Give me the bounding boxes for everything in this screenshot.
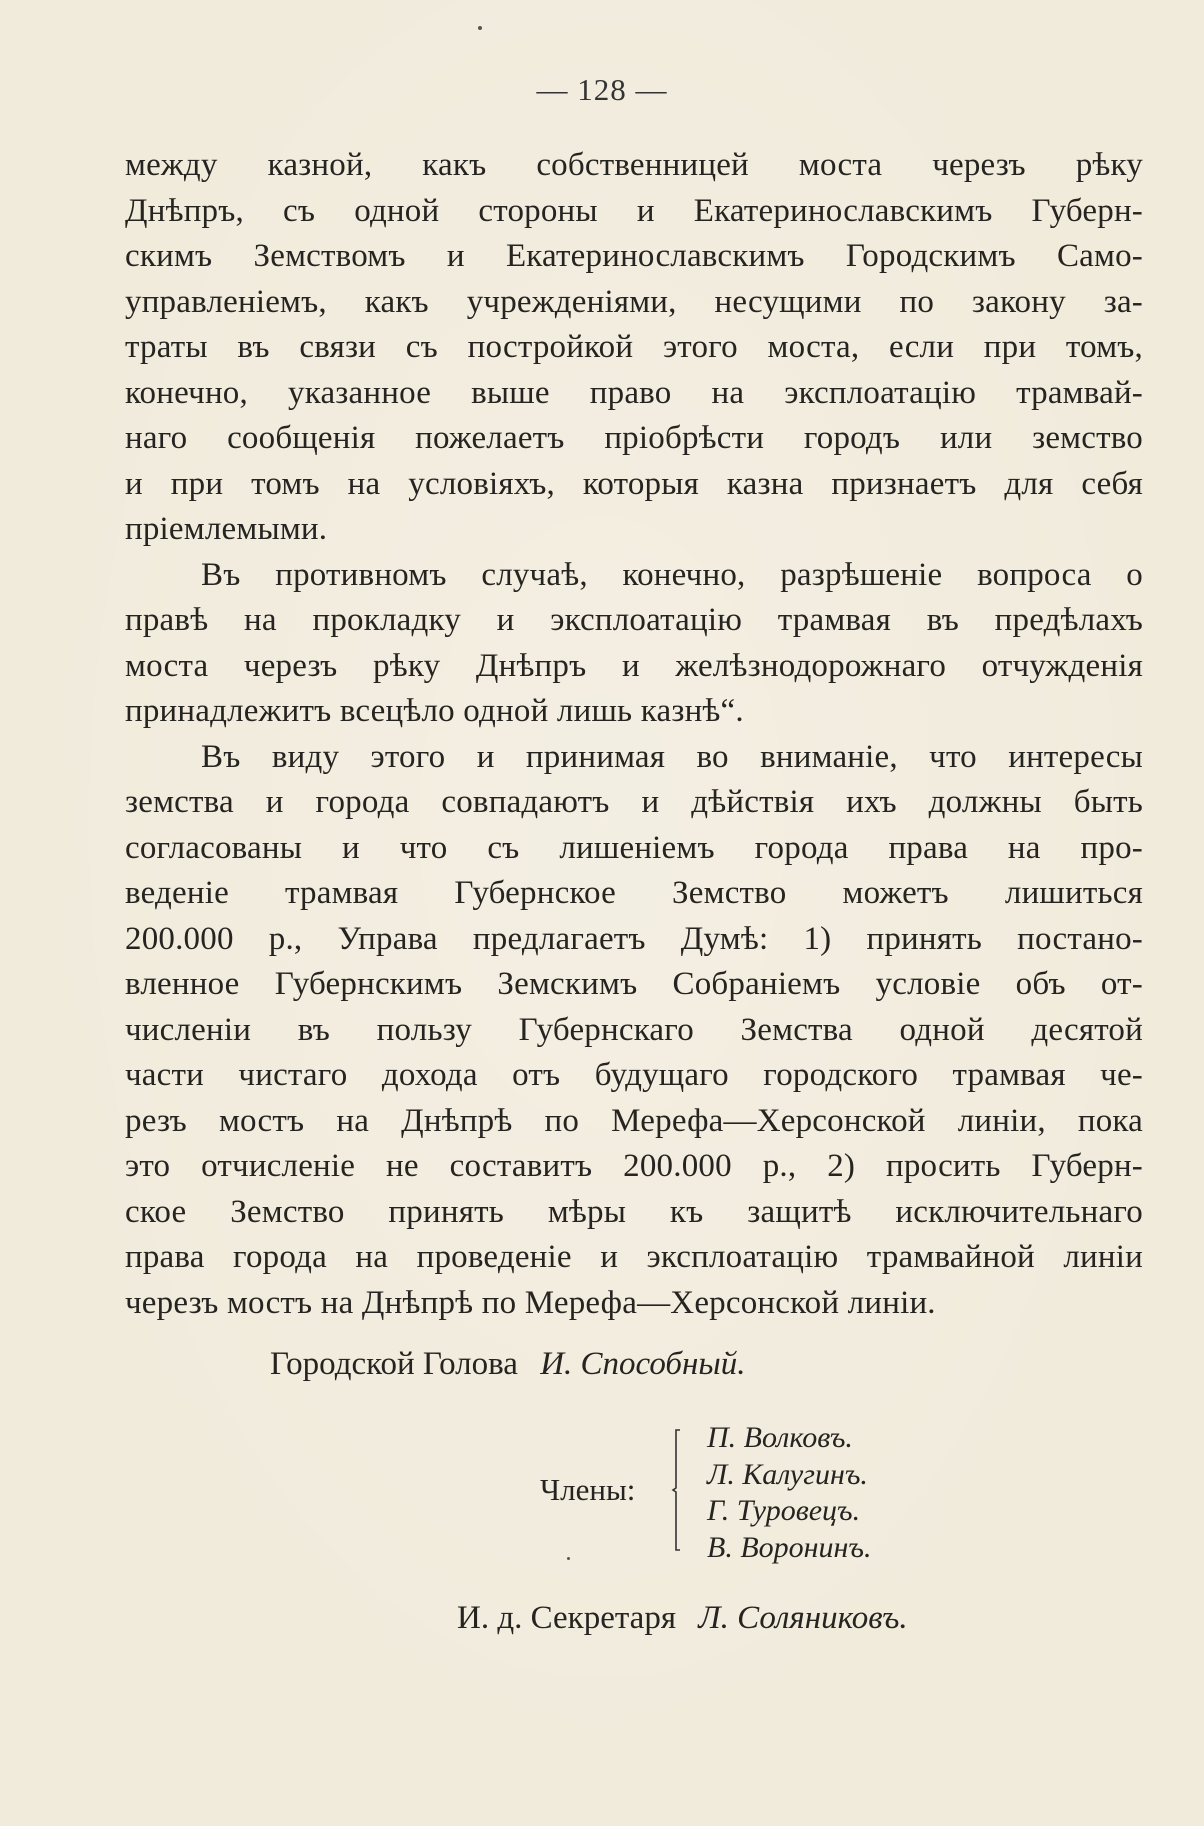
- text-line: пріемлемыми.: [125, 511, 328, 547]
- text-line: траты въ связи съ постройкой этого моста, если при томъ,: [125, 329, 1143, 365]
- text-line: и при томъ на условіяхъ, которыя казна признаетъ для себя: [125, 465, 1143, 502]
- text-line: согласованы и что съ лишеніемъ города права на про-: [125, 829, 1143, 866]
- text-line: принадлежитъ всецѣло одной лишь казнѣ“.: [125, 693, 744, 729]
- paragraph-1: [125, 143, 1143, 553]
- members-label: Члены:: [540, 1472, 636, 1507]
- secretary-signature: [457, 1598, 908, 1638]
- text-line: между казной, какъ собственницей моста черезъ рѣку: [125, 147, 1143, 183]
- member-name: Л. Калугинъ.: [707, 1457, 868, 1491]
- text-line: Днѣпръ, съ одной стороны и Екатеринославскимъ Губерн-: [125, 192, 1143, 229]
- paragraph-3: [125, 735, 1143, 1327]
- page-number: — 128 —: [536, 72, 668, 107]
- members-list: [707, 1420, 872, 1566]
- head-title: Городской Голова: [270, 1346, 518, 1382]
- text-line: наго сообщенія пожелаетъ пріобрѣсти городъ или земство: [125, 420, 1143, 456]
- text-line: это отчисленіе не составитъ 200.000 р., 2) просить Губерн-: [125, 1148, 1143, 1184]
- text-line: земства и города совпадаютъ и дѣйствія ихъ должны быть: [125, 784, 1143, 820]
- head-signature: [270, 1344, 746, 1384]
- text-line: резъ мостъ на Днѣпрѣ по Мерефа—Херсонской линіи, пока: [125, 1102, 1143, 1139]
- members-brace: [671, 1428, 683, 1552]
- print-speck: [478, 26, 482, 30]
- member-name: Г. Туровецъ.: [707, 1494, 861, 1527]
- print-speck: [567, 1557, 570, 1560]
- text-line: веденіе трамвая Губернское Земство можетъ лишиться: [125, 875, 1143, 911]
- text-line: численіи въ пользу Губернскаго Земства одной десятой: [125, 1011, 1143, 1048]
- text-line: моста черезъ рѣку Днѣпръ и желѣзнодорожнаго отчужденія: [125, 647, 1143, 684]
- text-line: Въ противномъ случаѣ, конечно, разрѣшеніе вопроса о: [201, 556, 1143, 593]
- text-line: ское Земство принять мѣры къ защитѣ исключительнаго: [125, 1193, 1143, 1230]
- body-text: [125, 143, 1143, 1326]
- text-line: управленіемъ, какъ учрежденіями, несущими по закону за-: [125, 283, 1143, 320]
- text-line: 200.000 р., Управа предлагаетъ Думѣ: 1) принять постано-: [125, 920, 1143, 957]
- text-line: Въ виду этого и принимая во вниманіе, что интересы: [201, 738, 1143, 775]
- text-line: конечно, указанное выше право на эксплоатацію трамвай-: [125, 374, 1143, 411]
- text-line: скимъ Земствомъ и Екатеринославскимъ Городскимъ Само-: [125, 238, 1143, 274]
- paragraph-2: [125, 553, 1143, 735]
- secretary-title: И. д. Секретаря: [457, 1600, 677, 1636]
- member-name: П. Волковъ.: [707, 1421, 853, 1454]
- head-name: И. Способный.: [540, 1346, 746, 1382]
- text-line: черезъ мостъ на Днѣпрѣ по Мерефа—Херсонской линіи.: [125, 1284, 936, 1321]
- text-line: части чистаго дохода отъ будущаго городского трамвая че-: [125, 1057, 1143, 1093]
- secretary-name: Л. Соляниковъ.: [698, 1600, 908, 1636]
- text-line: правѣ на прокладку и эксплоатацію трамвая въ предѣлахъ: [125, 602, 1143, 638]
- text-line: вленное Губернскимъ Земскимъ Собраніемъ условіе объ от-: [125, 966, 1143, 1002]
- text-line: права города на проведеніе и эксплоатацію трамвайной линіи: [125, 1239, 1143, 1275]
- member-name: В. Воронинъ.: [707, 1530, 872, 1564]
